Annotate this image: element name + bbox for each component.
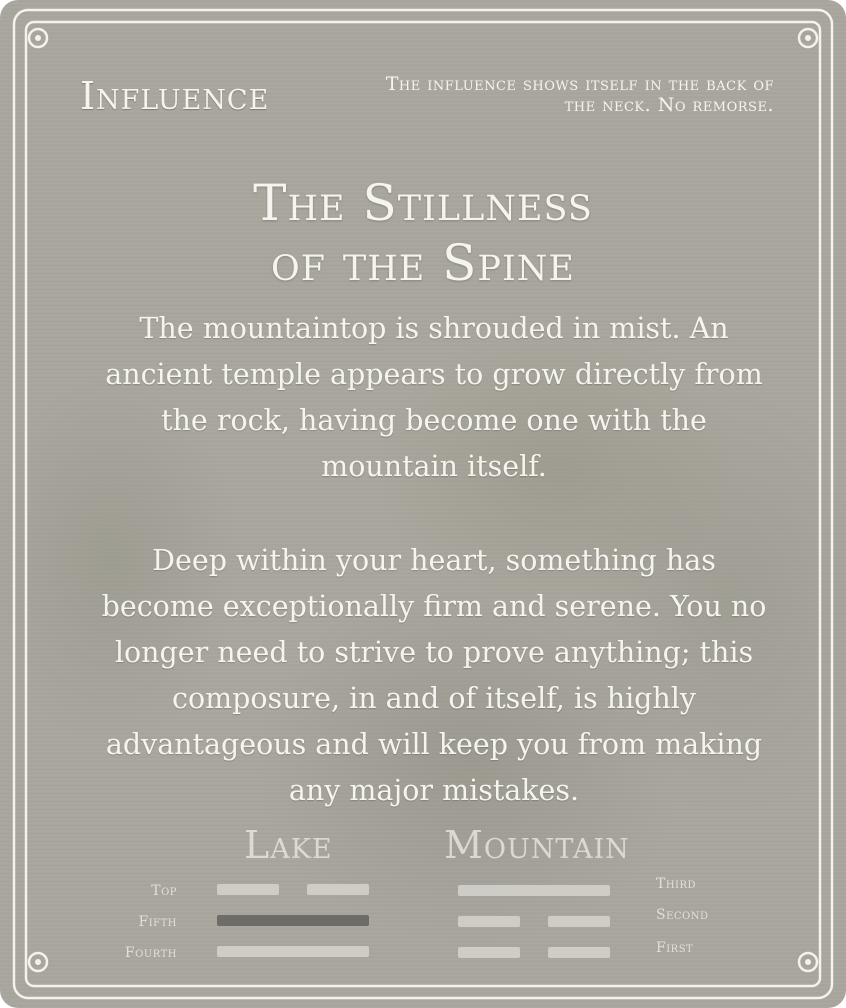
line-label-third: Third [656, 876, 697, 892]
line-first-right-segment [548, 947, 610, 958]
interpretation-paragraph: Deep within your heart, something has become exceptionally firm and serene. You no longer need to strive to prove anything; this composure, in and of itself, is highly advantageous and will keep you from making any major mistakes. [101, 544, 767, 807]
description-paragraph: The mountaintop is shrouded in mist. An ancient temple appears to grow directly from the rock, having become one with the mountain itself. [105, 312, 763, 483]
line-top-right-segment [307, 884, 369, 895]
line-label-fifth: Fifth [138, 914, 177, 930]
upper-trigram-name: Lake [244, 823, 333, 867]
lower-trigram-name: Mountain [444, 823, 630, 867]
line-top-left-segment [217, 884, 279, 895]
line-second-left-segment [458, 916, 520, 927]
line-second-right-segment [548, 916, 610, 927]
card-title-line-1: The Stillness [253, 174, 593, 232]
line-third [458, 885, 610, 896]
line-label-top: Top [151, 883, 177, 899]
line-fifth-highlighted [217, 915, 369, 926]
line-first-left-segment [458, 947, 520, 958]
influence-note: The influence shows itself in the back of the neck. No remorse. [385, 73, 774, 116]
line-fourth [217, 946, 369, 957]
corner-ornament-icon [29, 29, 817, 971]
influence-label: Influence [80, 74, 270, 118]
line-label-second: Second [656, 907, 709, 923]
line-label-fourth: Fourth [124, 945, 177, 961]
line-label-first: First [656, 940, 694, 956]
card-title-line-2: of the Spine [271, 234, 575, 292]
